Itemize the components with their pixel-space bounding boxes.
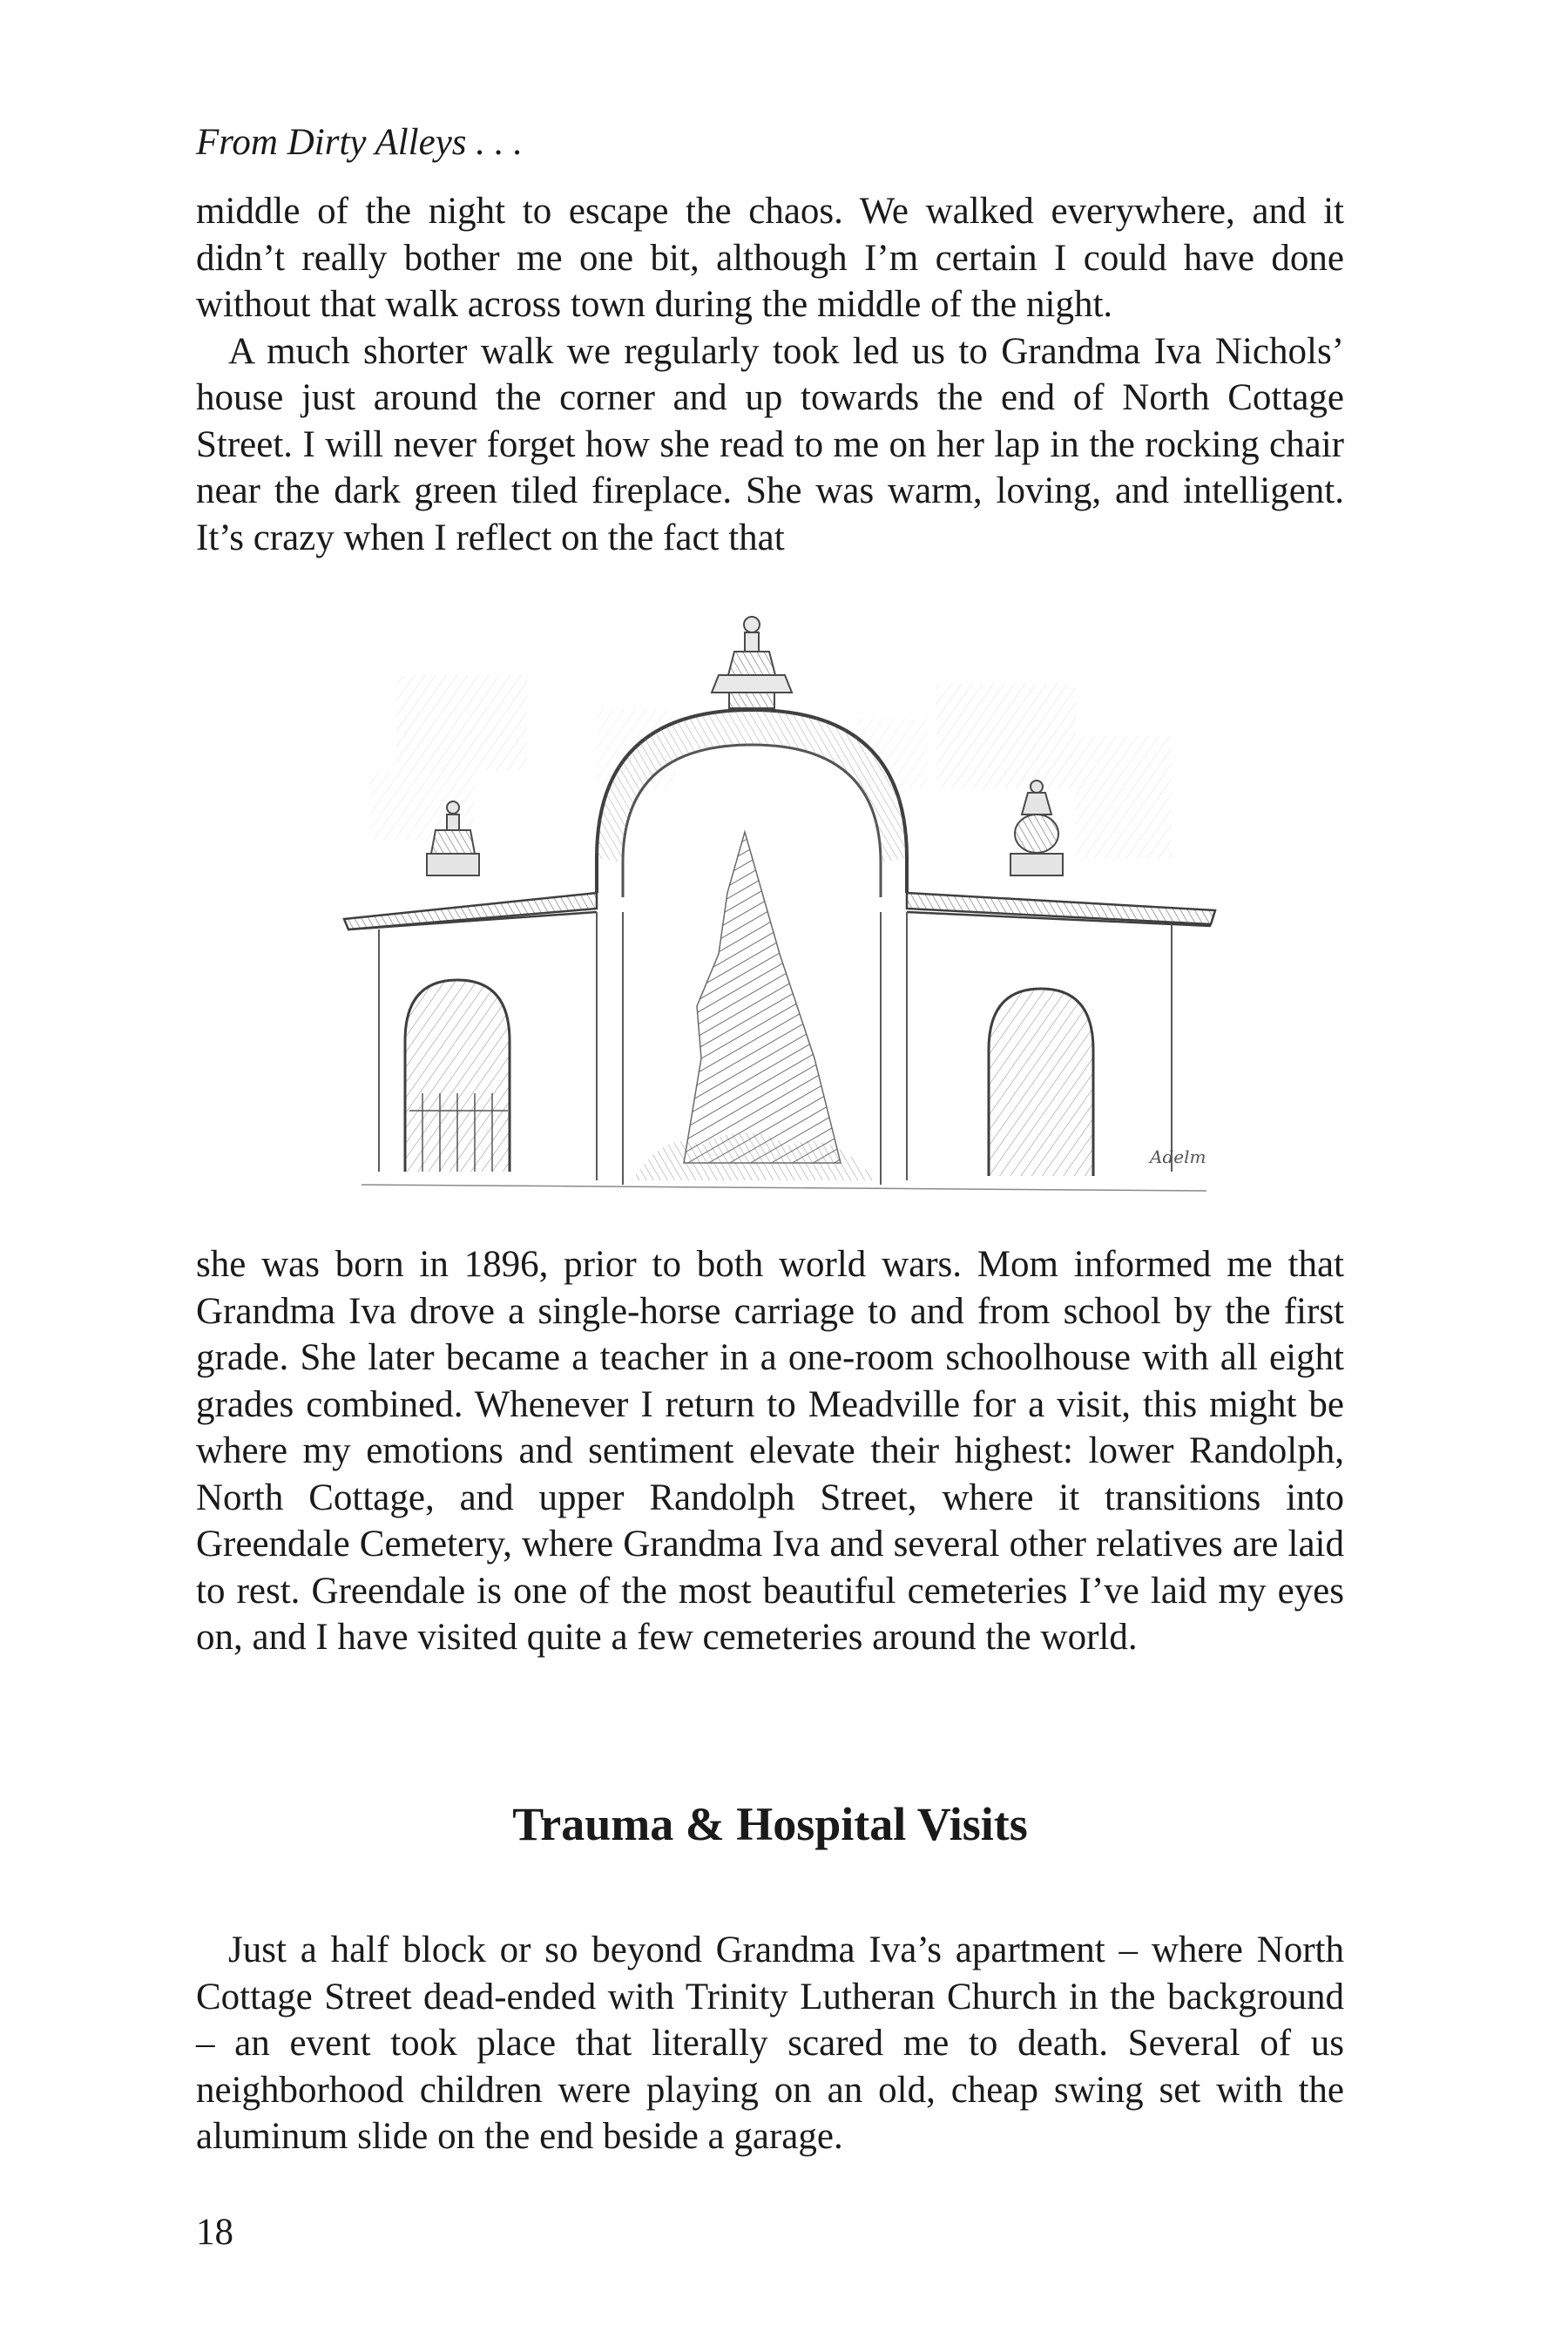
- cornice: [344, 893, 1215, 929]
- artist-signature: Adelm: [1150, 1146, 1206, 1167]
- paragraph-swing-set: Just a half block or so beyond Grandma Iva’s apartment – where North Cottage Street dead-ended with Trinity Lutheran Church in the background – an event took place that literally scared me to death. Several of us neighborhood children were playing on an old, cheap swing set with the aluminum slide on the end beside a garage.: [196, 1930, 1344, 2157]
- right-small-arch: [989, 989, 1093, 1176]
- ground-line: [362, 1185, 1206, 1191]
- right-finial: [1010, 781, 1063, 875]
- text-block-top: [196, 188, 1344, 561]
- tree-sketch: [632, 832, 875, 1180]
- paragraph-continuation: middle of the night to escape the chaos. We walked everywhere, and it didn’t really bother me one bit, although I’m certain I could have done without that walk across town during the middle of the night.: [196, 191, 1344, 325]
- paragraph-grandma-history: she was born in 1896, prior to both world wars. Mom informed me that Grandma Iva drove a single-horse carriage to and from school by the first grade. She later became a teacher in a one-room schoolhouse with all eight grades combined. Whenever I return to Meadville for a visit, this might be where my emotions and sentiment elevate their highest: lower Randolph, North Cottage, and upper Randolph Street, where it transitions into Greendale Cemetery, where Grandma Iva and several other relatives are laid to rest. Greendale is one of the most beautiful cemeteries I’ve laid my eyes on, and I have visited quite a few cemeteries around the world.: [196, 1244, 1344, 1658]
- gateway-illustration: [335, 605, 1233, 1206]
- text-block-mid: [196, 1241, 1344, 1661]
- gateway-sketch: [335, 605, 1233, 1206]
- paragraph-grandma-house: A much shorter walk we regularly took led us to Grandma Iva Nichols’ house just around the corner and up towards the end of North Cottage Street. I will never forget how she read to me on her lap in the rocking chair near the dark green tiled fireplace. She was warm, loving, and intelligent. It’s crazy when I reflect on the fact that: [196, 330, 1344, 558]
- section-heading: Trauma & Hospital Visits: [512, 1798, 1028, 1850]
- central-finial: [712, 617, 792, 708]
- text-block-bottom: [196, 1927, 1344, 2160]
- page-number: 18: [196, 2212, 233, 2253]
- running-head: From Dirty Alleys . . .: [196, 122, 524, 163]
